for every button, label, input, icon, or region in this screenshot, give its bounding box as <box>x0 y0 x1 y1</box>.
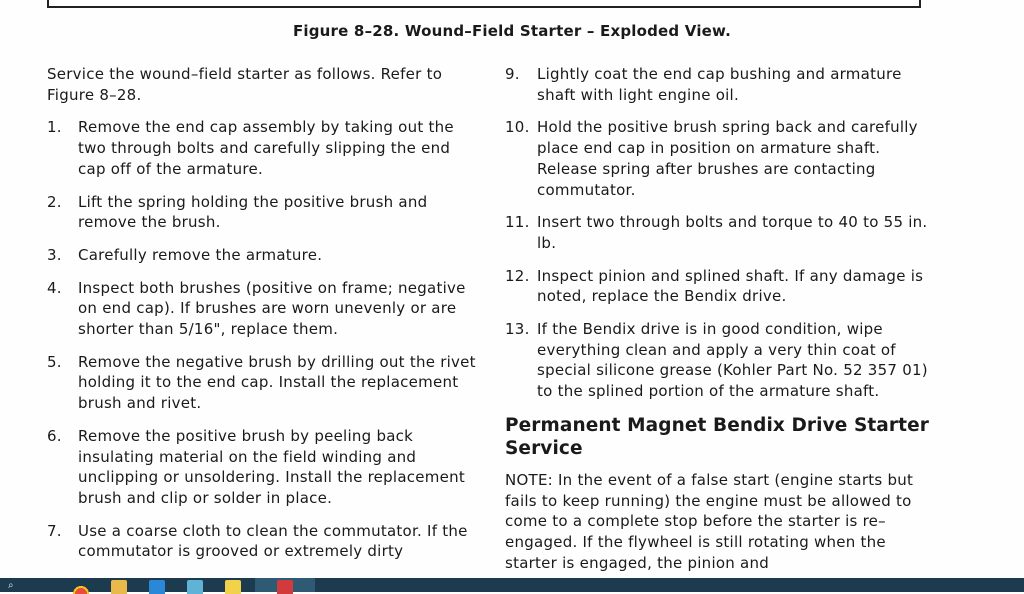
step-text: Remove the end cap assembly by taking out the two through bolts and carefully slipping the end cap off of the armature. <box>78 118 454 178</box>
right-column <box>505 64 930 578</box>
step-text: Lightly coat the end cap bushing and armature shaft with light engine oil. <box>537 65 902 104</box>
step-number: 4. <box>47 278 62 297</box>
left-column <box>47 64 477 574</box>
step-number: 9. <box>505 65 520 83</box>
list-item <box>47 352 477 414</box>
active-app-button[interactable] <box>255 578 315 592</box>
step-number: 2. <box>47 192 62 211</box>
step-number: 6. <box>47 426 62 445</box>
list-item <box>47 521 477 562</box>
step-number: 7. <box>47 521 62 540</box>
step-number: 3. <box>47 245 62 264</box>
step-text: Remove the positive brush by peeling back insulating material on the field winding and unclipping or unsoldering. Install the replacement brush and clip or solder in place. <box>78 426 465 507</box>
step-number: 11. <box>505 213 530 232</box>
step-number: 1. <box>47 118 62 137</box>
step-number: 10. <box>505 118 530 137</box>
list-item <box>47 426 477 509</box>
section-heading: Permanent Magnet Bendix Drive Starter Service <box>505 414 929 459</box>
list-item <box>47 245 477 266</box>
step-text: Use a coarse cloth to clean the commutator. If the commutator is grooved or extremely dirty <box>78 521 468 561</box>
step-text: Lift the spring holding the positive brush and remove the brush. <box>78 192 428 232</box>
list-item <box>505 117 930 200</box>
step-text: Hold the positive brush spring back and carefully place end cap in position on armature shaft. Release spring after brushes are contacting commutator. <box>537 118 918 199</box>
figure-frame <box>47 0 921 8</box>
list-item <box>47 192 477 233</box>
step-text: Remove the negative brush by drilling out the rivet holding it to the end cap. Install the replacement brush and rivet. <box>78 352 476 413</box>
intro-paragraph: Service the wound–field starter as follows. Refer to Figure 8–28. <box>47 65 443 104</box>
step-number: 5. <box>47 352 62 371</box>
step-text: Carefully remove the armature. <box>78 245 323 264</box>
step-number: 12. <box>505 266 530 285</box>
list-item <box>505 64 930 105</box>
step-text: Insert two through bolts and torque to 40 to 55 in. lb. <box>537 213 928 252</box>
figure-caption: Figure 8–28. Wound–Field Starter – Exploded View. <box>292 22 732 40</box>
step-text: Inspect both brushes (positive on frame; negative on end cap). If brushes are worn unevenly or are shorter than 5/16", replace them. <box>78 278 466 339</box>
note-paragraph: NOTE: In the event of a false start (engine starts but fails to keep running) the engine must be allowed to come to a complete stop before the starter is re–engaged. If the flywheel is still rotating when the starter is engaged, the pinion and <box>505 470 914 572</box>
step-number: 13. <box>505 320 530 339</box>
step-text: If the Bendix drive is in good condition, wipe everything clean and apply a very thin coat of special silicone grease (Kohler Part No. 52 357 01) to the splined portion of the armature shaft. <box>537 320 928 401</box>
list-item <box>505 212 930 253</box>
search-icon[interactable]: ⌕ <box>8 579 14 591</box>
step-text: Inspect pinion and splined shaft. If any damage is noted, replace the Bendix drive. <box>537 266 924 306</box>
list-item <box>47 278 477 340</box>
list-item <box>47 117 477 179</box>
taskbar <box>0 578 1024 592</box>
list-item <box>505 266 930 307</box>
list-item <box>505 319 930 402</box>
